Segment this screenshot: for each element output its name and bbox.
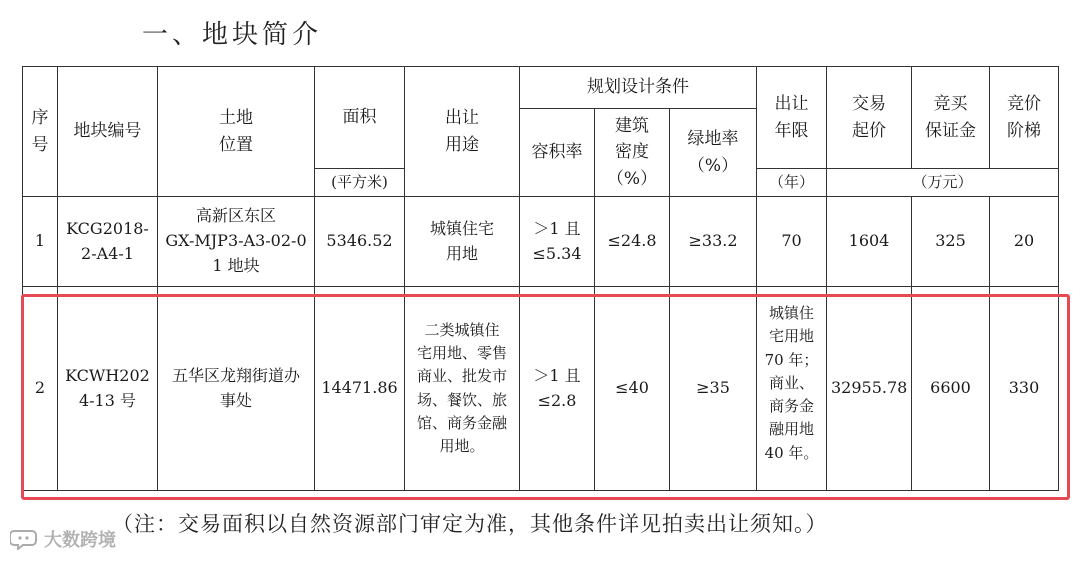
cell-green-ratio: ≥35 (670, 287, 757, 491)
header-area: 面积 (315, 67, 405, 169)
cell-density: ≤40 (595, 287, 670, 491)
header-parcel-code: 地块编号 (58, 67, 158, 197)
cell-use: 城镇住宅 用地 (405, 197, 520, 287)
footnote: （注：交易面积以自然资源部门审定为准，其他条件详见拍卖出让须知。） (112, 512, 828, 536)
cell-use: 二类城镇住 宅用地、零售 商业、批发市 场、餐饮、旅 馆、商务金融 用地。 (405, 287, 520, 491)
money-unit: （万元） (827, 169, 1059, 197)
cell-seq: 2 (23, 287, 58, 491)
header-far: 容积率 (520, 109, 595, 197)
table-row (23, 287, 1059, 491)
header-starting-price: 交易 起价 (827, 67, 912, 169)
header-row (23, 67, 1059, 109)
header-density: 建筑 密度 （%） (595, 109, 670, 197)
cell-seq: 1 (23, 197, 58, 287)
cell-bid-step: 20 (990, 197, 1059, 287)
cell-parcel-code: KCG2018- 2-A4-1 (58, 197, 158, 287)
header-seq: 序 号 (23, 67, 58, 197)
cell-starting-price: 1604 (827, 197, 912, 287)
header-location: 土地 位置 (158, 67, 315, 197)
header-term: 出让 年限 (757, 67, 827, 169)
cell-parcel-code: KCWH202 4-13 号 (58, 287, 158, 491)
cell-location: 五华区龙翔街道办 事处 (158, 287, 315, 491)
cell-area: 14471.86 (315, 287, 405, 491)
section-heading: 一、地块简介 (142, 20, 323, 50)
term-unit: （年） (757, 169, 827, 197)
table-row (23, 197, 1059, 287)
cell-term: 城镇住 宅用地 70 年； 商业、 商务金 融用地 40 年。 (757, 287, 827, 491)
cell-deposit: 325 (912, 197, 990, 287)
cell-bid-step: 330 (990, 287, 1059, 491)
cell-density: ≤24.8 (595, 197, 670, 287)
area-unit: (平方米) (315, 169, 405, 197)
watermark-text: 大数跨境 (44, 530, 116, 551)
cell-deposit: 6600 (912, 287, 990, 491)
header-planning-conditions: 规划设计条件 (520, 67, 757, 109)
cell-area: 5346.52 (315, 197, 405, 287)
land-parcel-table (22, 66, 1059, 491)
cell-term: 70 (757, 197, 827, 287)
header-bid-step: 竞价 阶梯 (990, 67, 1059, 169)
cell-location: 高新区东区 GX-MJP3-A3-02-0 1 地块 (158, 197, 315, 287)
header-deposit: 竞买 保证金 (912, 67, 990, 169)
chat-bubble-icon (10, 528, 40, 550)
watermark (10, 526, 116, 552)
cell-far: ＞1 且 ≤2.8 (520, 287, 595, 491)
header-green-ratio: 绿地率 （%） (670, 109, 757, 197)
cell-starting-price: 32955.78 (827, 287, 912, 491)
cell-far: ＞1 且 ≤5.34 (520, 197, 595, 287)
header-use: 出让 用途 (405, 67, 520, 197)
cell-green-ratio: ≥33.2 (670, 197, 757, 287)
